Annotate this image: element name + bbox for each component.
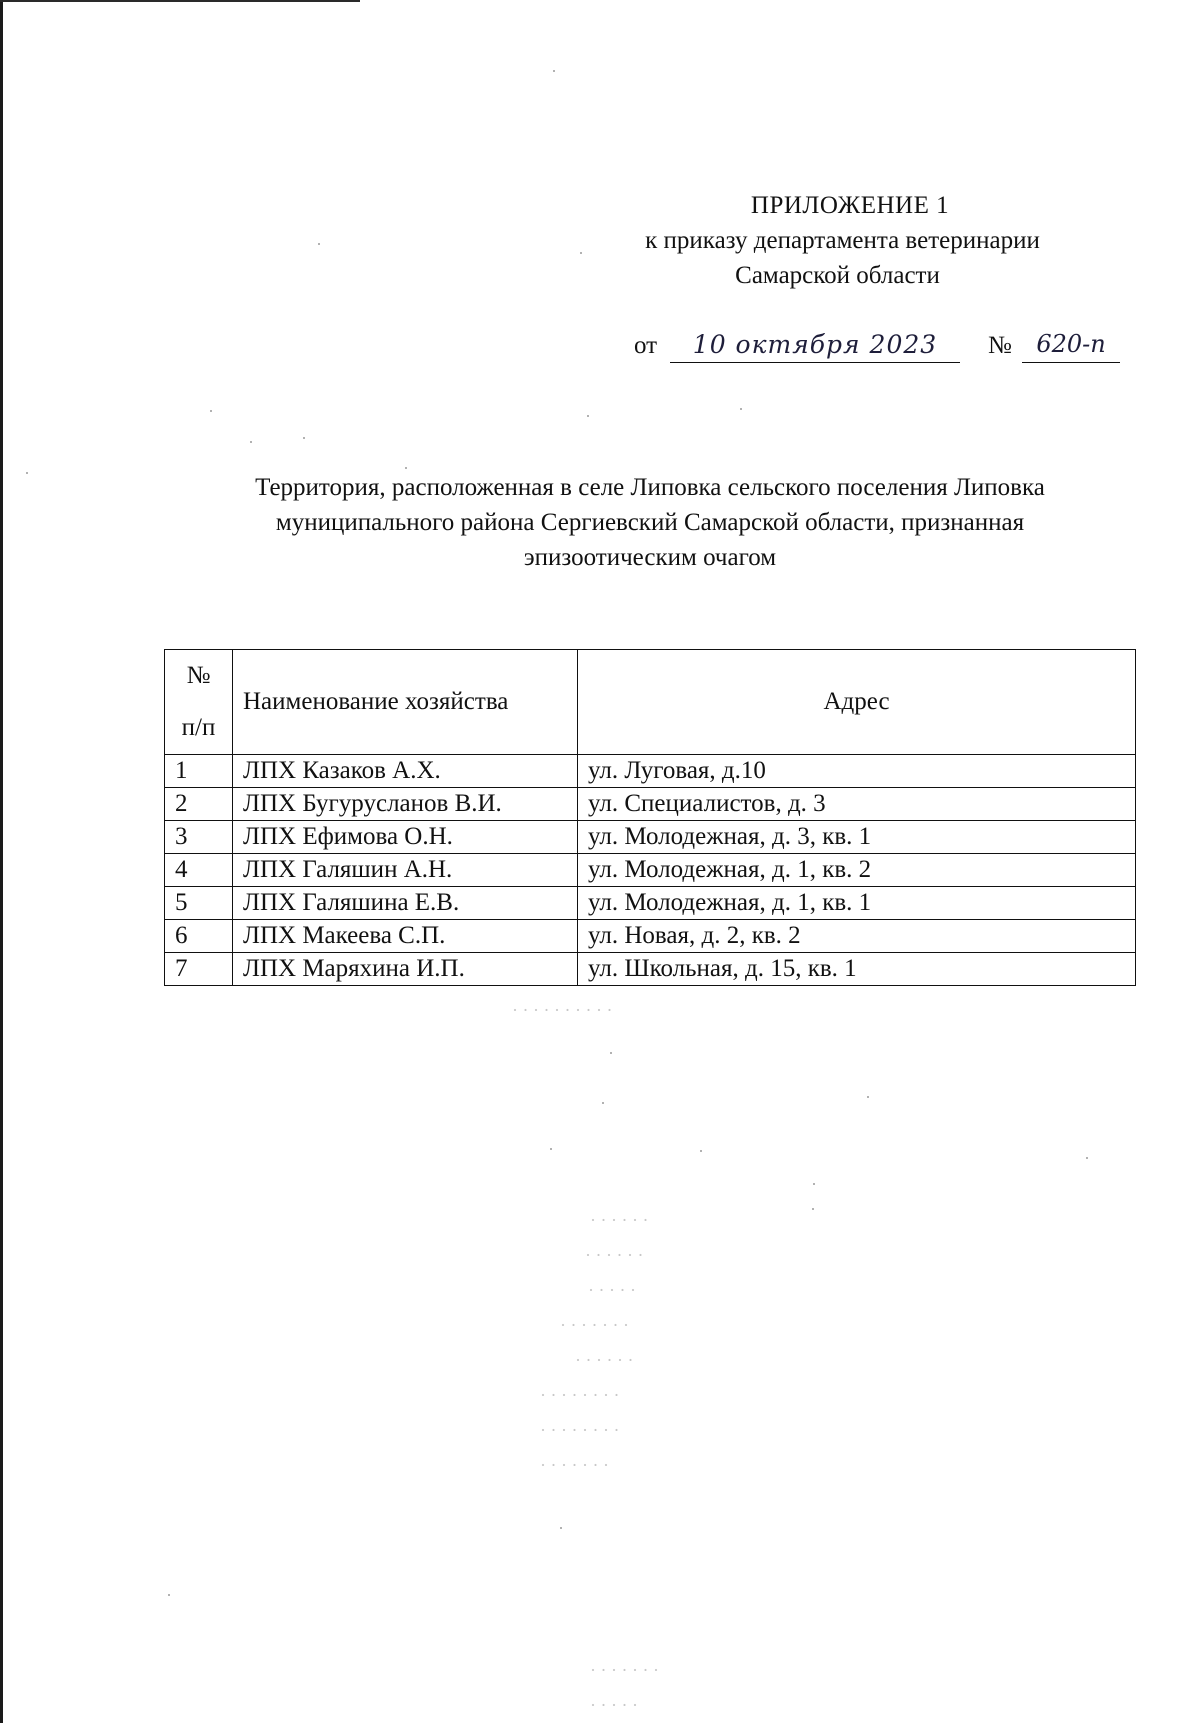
bleed-through-mark: · · · · · · · ·	[540, 1420, 620, 1440]
bleed-through-mark: · · · · ·	[588, 1280, 636, 1300]
bleed-through-mark: · · · · · · · ·	[540, 1385, 620, 1405]
row-household-name: ЛПХ Галяшина Е.В.	[233, 887, 578, 920]
row-number: 7	[165, 953, 233, 986]
scan-speck	[867, 1096, 869, 1098]
handwritten-number: 620-п	[1022, 330, 1120, 363]
scan-speck	[580, 252, 582, 254]
header-number	[165, 650, 233, 755]
row-household-name: ЛПХ Галяшин А.Н.	[233, 854, 578, 887]
scan-speck	[168, 1594, 170, 1596]
scan-speck	[610, 1052, 612, 1054]
row-household-name: ЛПХ Казаков А.Х.	[233, 755, 578, 788]
scan-speck	[550, 1148, 552, 1150]
bleed-through-mark: · · · · · · · · · ·	[512, 1000, 613, 1020]
appendix-block	[560, 188, 1105, 293]
scan-speck	[26, 472, 28, 474]
scan-speck	[405, 467, 407, 469]
date-label: от	[634, 332, 658, 359]
table-row	[165, 755, 1136, 788]
table-row	[165, 821, 1136, 854]
row-number: 2	[165, 788, 233, 821]
households-table	[164, 649, 1136, 986]
table-header-row	[165, 650, 1136, 755]
title-line-1: Территория, расположенная в селе Липовка сельского поселения Липовка	[255, 474, 1045, 501]
header-number-sign: №	[186, 662, 211, 689]
row-number: 5	[165, 887, 233, 920]
title-line-3: эпизоотическим очагом	[523, 544, 777, 571]
row-household-name: ЛПХ Ефимова О.Н.	[233, 821, 578, 854]
scan-speck	[812, 1208, 814, 1210]
scan-speck	[700, 1150, 702, 1152]
row-number: 1	[165, 755, 233, 788]
scan-speck	[553, 70, 555, 72]
scan-speck	[740, 408, 742, 410]
row-number: 6	[165, 920, 233, 953]
scan-edge-top	[0, 0, 360, 2]
bleed-through-mark: · · · · · · ·	[540, 1455, 609, 1475]
header-number-abbr: п/п	[181, 714, 216, 741]
scan-speck	[587, 415, 589, 417]
row-number: 3	[165, 821, 233, 854]
bleed-through-mark: · · · · · ·	[575, 1350, 634, 1370]
row-address: ул. Новая, д. 2, кв. 2	[578, 920, 1136, 953]
table-row	[165, 788, 1136, 821]
row-address: ул. Школьная, д. 15, кв. 1	[578, 953, 1136, 986]
title-line-2: муниципального района Сергиевский Самарской области, признанная	[275, 509, 1025, 536]
bleed-through-mark: · · · · · · ·	[590, 1660, 659, 1680]
handwritten-date: 10 октября 2023	[670, 330, 960, 363]
scan-speck	[813, 1183, 815, 1185]
appendix-region-line: Самарской области	[735, 262, 940, 289]
document-title	[170, 470, 1130, 575]
appendix-heading: ПРИЛОЖЕНИЕ 1	[750, 192, 950, 219]
bleed-through-mark: · · · · ·	[590, 1695, 638, 1715]
row-address: ул. Молодежная, д. 1, кв. 1	[578, 887, 1136, 920]
row-number: 4	[165, 854, 233, 887]
appendix-order-line: к приказу департамента ветеринарии	[645, 227, 1040, 254]
table-row	[165, 887, 1136, 920]
scan-speck	[602, 1102, 604, 1104]
bleed-through-mark: · · · · · ·	[585, 1245, 644, 1265]
order-reference	[634, 330, 1124, 370]
scan-speck	[303, 437, 305, 439]
table-row	[165, 953, 1136, 986]
number-label: №	[988, 332, 1012, 359]
scan-speck	[210, 410, 212, 412]
table-row	[165, 854, 1136, 887]
table-row	[165, 920, 1136, 953]
row-household-name: ЛПХ Маряхина И.П.	[233, 953, 578, 986]
row-address: ул. Молодежная, д. 1, кв. 2	[578, 854, 1136, 887]
scan-edge-left	[0, 0, 3, 1723]
row-address: ул. Луговая, д.10	[578, 755, 1136, 788]
scan-speck	[560, 1527, 562, 1529]
row-household-name: ЛПХ Бугурусланов В.И.	[233, 788, 578, 821]
row-address: ул. Молодежная, д. 3, кв. 1	[578, 821, 1136, 854]
header-household-name: Наименование хозяйства	[233, 650, 578, 755]
scan-speck	[1086, 1157, 1088, 1159]
scan-speck	[250, 441, 252, 443]
header-address: Адрес	[578, 650, 1136, 755]
bleed-through-mark: · · · · · · ·	[560, 1315, 629, 1335]
scan-speck	[318, 243, 320, 245]
bleed-through-mark: · · · · · ·	[590, 1210, 649, 1230]
row-household-name: ЛПХ Макеева С.П.	[233, 920, 578, 953]
row-address: ул. Специалистов, д. 3	[578, 788, 1136, 821]
